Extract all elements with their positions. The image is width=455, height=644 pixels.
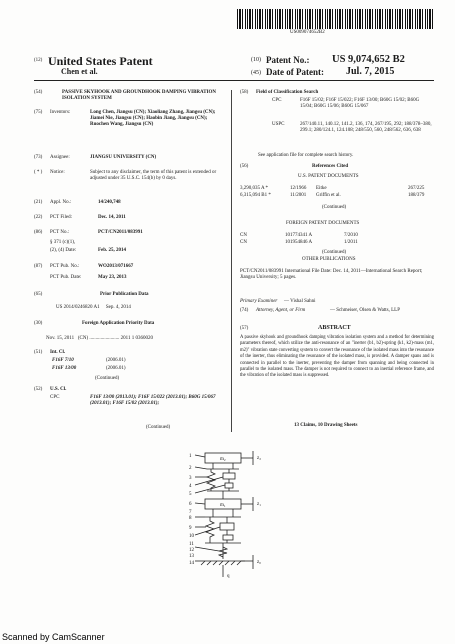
- f74-code: (74): [240, 308, 249, 313]
- mass-m1-label: m₁: [220, 503, 226, 508]
- appl-no: 14/240,748: [98, 200, 121, 205]
- pct-pub-date: May 23, 2013: [98, 275, 127, 280]
- scanner-watermark: Scanned by CamScanner: [2, 632, 105, 642]
- int-cl-date: (2006.01): [106, 358, 126, 363]
- f51-code: (51): [34, 350, 43, 355]
- f52-code: (52): [34, 387, 43, 392]
- barcode-number: US009074652B2: [290, 30, 325, 35]
- examiner: — Vishal Sahni: [284, 299, 316, 304]
- fig-label: 7: [189, 510, 192, 515]
- other-pubs: PCT/CN2011/083991 International File Date: Dec. 14, 2011—International Search Report; Jiangsu University; 5 pages.: [240, 269, 423, 280]
- invention-title: PASSIVE SKYHOOK AND GROUNDHOOK DAMPING VIBRATION ISOLATION SYSTEM: [62, 90, 217, 101]
- field-search-title: Field of Classification Search: [256, 90, 319, 95]
- f58-code: (58): [240, 90, 249, 95]
- foreign-doc-num: 101774341 A: [285, 233, 313, 238]
- int-cl-title: Int. Cl.: [50, 350, 66, 355]
- uspc-label: USPC: [272, 122, 285, 127]
- inventors: Long Chen, Jiangsu (CN); Xiaoliang Zhang, Jiangsu (CN); Jiamei Nie, Jiangsu (CN); Haobin Jiang, Jiangsu (CN); Ruochen Wang, Jiangsu (CN): [90, 110, 216, 127]
- other-pubs-title: OTHER PUBLICATIONS: [302, 257, 356, 262]
- s371-label: § 371 (c)(1),: [50, 240, 76, 245]
- us-cl-cpc: F16F 13/00 (2013.01); F16F 15/022 (2013.01); B60G 15/067 (2013.01); F16F 15/02 (2013.01);: [90, 395, 216, 406]
- abstract-title: ABSTRACT: [318, 325, 351, 331]
- priority-title: Foreign Application Priority Data: [82, 321, 155, 326]
- fig-label: 6: [189, 502, 192, 507]
- barcode: [237, 9, 433, 29]
- f54-code: (54): [34, 90, 43, 95]
- fig-label: 5: [189, 492, 192, 497]
- us-doc-date: 12/1966: [290, 186, 307, 191]
- patent-no-label: Patent No.:: [266, 55, 310, 65]
- int-cl-continued: (Continued): [95, 376, 120, 381]
- patent-no: US 9,074,652 B2: [332, 54, 405, 65]
- fig-label: 1: [189, 454, 192, 459]
- pct-pub-no: WO2013/071667: [98, 264, 134, 269]
- header-rule: [34, 80, 434, 81]
- f22-code: (22): [34, 215, 43, 220]
- f21-code: (21): [34, 200, 43, 205]
- pct-no-label: PCT No.:: [50, 230, 70, 235]
- notice-code: ( * ): [34, 170, 43, 175]
- foreign-doc-date: 1/2011: [344, 240, 358, 245]
- fig-label: 9: [189, 526, 192, 531]
- f86-code: (86): [34, 230, 43, 235]
- claims-sheets: 13 Claims, 10 Drawing Sheets: [294, 423, 358, 428]
- pct-no: PCT/CN2011/083991: [98, 230, 143, 235]
- mass-m2-label: m₂: [220, 457, 226, 462]
- foreign-doc-num: 101954846 A: [285, 240, 313, 245]
- us-doc-date: 11/2001: [290, 193, 307, 198]
- date-label: Date of Patent:: [266, 67, 324, 77]
- cpc-label: CPC: [272, 98, 282, 103]
- fig-label: 8: [189, 516, 192, 521]
- inventor-short: Chen et al.: [61, 67, 98, 76]
- f75-code: (75): [34, 110, 43, 115]
- fig-label: 3: [189, 476, 192, 481]
- f57-code: (57): [240, 326, 249, 331]
- code-10: (10): [251, 57, 261, 63]
- us-doc-name: Eitke: [316, 186, 327, 191]
- foreign-doc-cc: CN: [240, 233, 247, 238]
- disp-z0-label: z₀: [257, 560, 261, 565]
- f65-code: (65): [34, 292, 43, 297]
- us-cl-title: U.S. Cl.: [50, 387, 67, 392]
- f73-code: (73): [34, 155, 43, 160]
- us-docs-title: U.S. PATENT DOCUMENTS: [298, 174, 359, 179]
- s371-date-label: (2), (4) Date:: [50, 248, 77, 253]
- f87-code: (87): [34, 264, 43, 269]
- pct-filed: Dec. 14, 2011: [98, 215, 126, 220]
- column-divider: [231, 90, 232, 432]
- int-cl-class: F16F 13/00: [52, 366, 77, 371]
- cpc-classes: F16F 15/02; F16F 15/022; F16F 13/00; B60G 15/02; B60G 15/04; B60G 15/06; B60G 15/067: [300, 98, 420, 109]
- see-also: See application file for complete search history.: [258, 153, 354, 158]
- base-input-label: q: [227, 574, 230, 579]
- code-45: (45): [251, 70, 261, 76]
- priority-row: Nov. 15, 2011 (CN) ........................ 2011 1 0360020: [46, 336, 153, 341]
- attorney: — Schmeiser, Olsen & Watts, LLP: [330, 308, 400, 313]
- f56-code: (56): [240, 164, 249, 169]
- us-cl-cpc-label: CPC: [50, 395, 60, 400]
- foreign-doc-cc: CN: [240, 240, 247, 245]
- appl-no-label: Appl. No.:: [50, 200, 72, 205]
- patent-title: United States Patent: [48, 54, 153, 68]
- patent-date: Jul. 7, 2015: [346, 66, 395, 77]
- f30-code: (30): [34, 321, 43, 326]
- fig-label: 13: [189, 554, 194, 559]
- foreign-docs-title: FOREIGN PATENT DOCUMENTS: [286, 221, 360, 226]
- us-doc-class: 188/379: [408, 193, 425, 198]
- fig-label: 4: [189, 484, 192, 489]
- prior-pub-title: Prior Publication Data: [100, 292, 149, 297]
- us-doc-num: 6,315,094 B1 *: [240, 193, 271, 198]
- notice-label: Notice:: [50, 170, 65, 175]
- vibration-isolation-diagram: [175, 447, 285, 592]
- s371-date: Feb. 25, 2014: [98, 248, 127, 253]
- us-doc-num: 3,290,035 A *: [240, 186, 269, 191]
- us-docs-continued: (Continued): [322, 205, 347, 210]
- prior-pub-row: US 2014/0246820 A1 Sep. 4, 2014: [56, 305, 131, 310]
- us-doc-name: Griffin et al.: [316, 193, 341, 198]
- examiner-label: Primary Examiner: [240, 299, 278, 304]
- pct-pub-no-label: PCT Pub. No.:: [50, 264, 80, 269]
- assignee: JIANGSU UNIVERSITY (CN): [90, 155, 157, 160]
- inventors-label: Inventors:: [50, 110, 71, 115]
- disp-z2-label: z₂: [257, 456, 261, 461]
- fig-label: 11: [189, 542, 194, 547]
- foreign-doc-date: 7/2010: [344, 233, 358, 238]
- us-doc-class: 267/225: [408, 186, 425, 191]
- fig-label: 12: [189, 548, 194, 553]
- assignee-label: Assignee:: [50, 155, 70, 160]
- us-cl-continued: (Continued): [146, 425, 171, 430]
- pct-pub-date-label: PCT Pub. Date:: [50, 275, 82, 280]
- disp-z1-label: z₁: [257, 502, 261, 507]
- abstract-text: A passive skyhook and groundhook damping vibration isolation system and a method for determining parameters thereof, which utilize the anti-resonance of an "inerter (b1, b2)-spring (k1, k2)-mass (m1, m2)" vibration state converting system to convert the resonance of the isolated mass into the resonance of the inerter, thus eliminating the resonance of the isolated mass, is provided. A damper spans and is connected in parallel to the inerter, preventing the damper from spanning and being connected in parallel to the isolated mass. The damper is not required to connect to an inertial reference frame, and the vibration of the isolated mass is suppressed.: [240, 335, 434, 379]
- notice: Subject to any disclaimer, the term of this patent is extended or adjusted under 35 U.S.C. 154(b) by 0 days.: [90, 170, 217, 181]
- code-12: (12): [34, 58, 43, 63]
- fig-label: 14: [189, 561, 194, 566]
- int-cl-date: (2006.01): [106, 366, 126, 371]
- fig-label: 10: [189, 534, 194, 539]
- attorney-label: Attorney, Agent, or Firm: [256, 308, 306, 313]
- references-title: References Cited: [312, 164, 349, 169]
- int-cl-class: F16F 7/10: [52, 358, 74, 363]
- foreign-docs-continued: (Continued): [322, 250, 347, 255]
- uspc-classes: 267/140.11, 140.12, 141.2, 136, 174, 267/195, 292; 188/378–380, 299.1; 280/124.1, 124.108; 248/550, 560, 248/562, 636, 638: [300, 122, 432, 133]
- fig-label: 2: [189, 466, 192, 471]
- pct-filed-label: PCT Filed:: [50, 215, 72, 220]
